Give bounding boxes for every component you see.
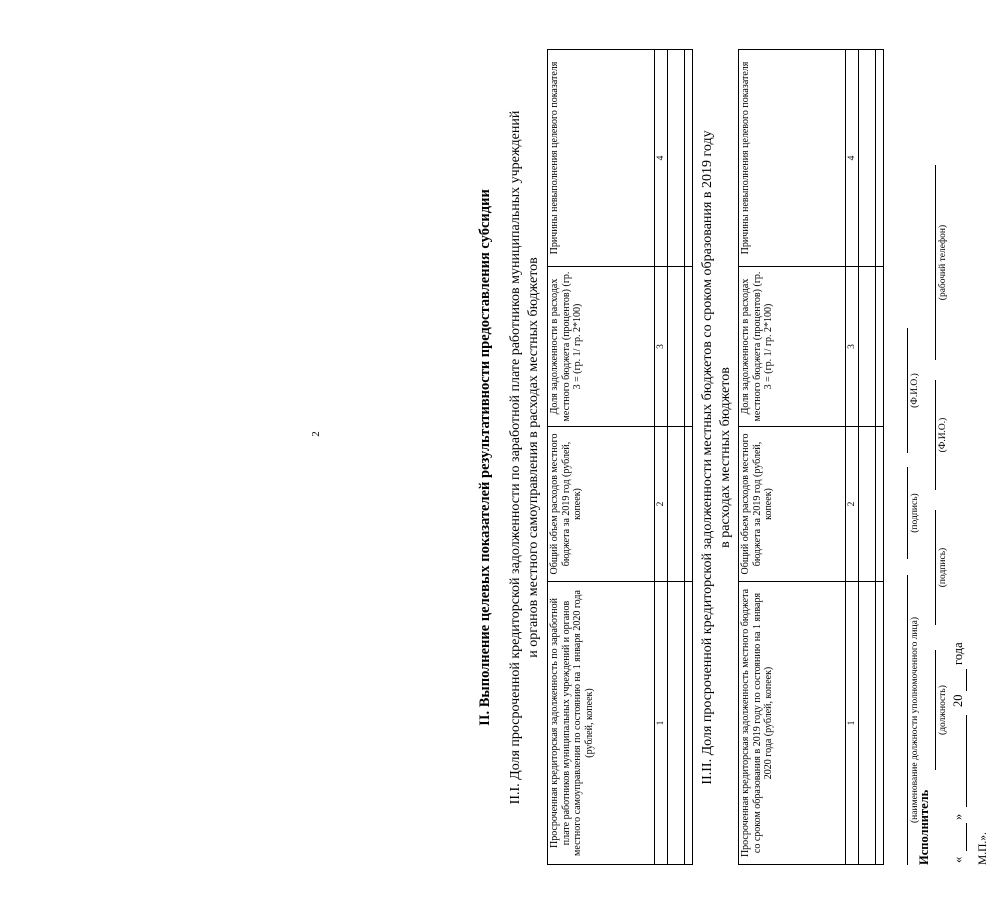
table2-cell[interactable]	[876, 582, 884, 865]
date-close-quote: »	[951, 813, 965, 820]
section-title: II. Выполнение целевых показателей результативности предоставления субсидии	[477, 189, 493, 726]
table2-colnum-2: 2	[846, 427, 859, 582]
table2-cell[interactable]	[876, 427, 884, 582]
executor-phone-caption: (рабочий телефон)	[938, 224, 948, 301]
table2-colnum-3: 3	[846, 267, 859, 427]
report-form	[477, 50, 997, 865]
table1-cell[interactable]	[668, 50, 685, 267]
table1-cell[interactable]	[685, 267, 693, 427]
executor-signature-line[interactable]	[935, 510, 936, 625]
authorized-position-caption: (наименование должности уполномоченного лица)	[910, 617, 920, 823]
stamp-label: М.П.».	[977, 832, 989, 865]
executor-name-line[interactable]	[935, 380, 936, 490]
date-year-word: года	[951, 642, 965, 665]
table2-cell[interactable]	[859, 582, 876, 865]
table2-cell[interactable]	[859, 427, 876, 582]
executor-phone-line[interactable]	[935, 165, 936, 360]
table2-colnum-1: 1	[846, 582, 859, 865]
executor-position-line[interactable]	[935, 650, 936, 770]
table2-header-4: Причины невыполнения целевого показателя	[739, 50, 846, 267]
table1-cell[interactable]	[668, 427, 685, 582]
page-number: 2	[309, 431, 322, 437]
table2-colnum-4: 4	[846, 50, 859, 267]
date-day-line[interactable]	[966, 823, 967, 851]
table1	[547, 49, 693, 865]
table1-cell[interactable]	[668, 582, 685, 865]
executor-label: Исполнитель	[917, 789, 931, 865]
table1-title-line1: II.I. Доля просроченной кредиторской задолженности по заработной плате работников муниципальных учреждений	[508, 110, 523, 805]
date-century: 20	[951, 694, 965, 707]
authorized-name-caption: (Ф.И.О.)	[910, 373, 920, 408]
date-year-line[interactable]	[966, 669, 967, 691]
table1-header-4: Причины невыполнения целевого показателя	[548, 50, 655, 267]
table2-cell[interactable]	[859, 267, 876, 427]
table2-header-2: Общий объем расходов местного бюджета за 2019 год (рублей, копеек)	[739, 427, 846, 582]
table1-header-2: Общий объем расходов местного бюджета за 2019 год (рублей, копеек)	[548, 427, 655, 582]
table2-title-line2: в расходах местных бюджетов	[718, 367, 733, 548]
date-open-quote: «	[951, 856, 965, 863]
table1-cell[interactable]	[685, 582, 693, 865]
table1-cell[interactable]	[685, 427, 693, 582]
table1-header-3: Доля задолженности в расходах местного бюджета (процентов) (гр. 3 = (гр. 1/ гр. 2*100)	[548, 267, 655, 427]
table1-colnum-4: 4	[655, 50, 668, 267]
table2-title-line1: II.II. Доля просроченной кредиторской задолженности местных бюджетов со сроком образования в 2019 году	[700, 130, 715, 785]
authorized-position-line[interactable]	[907, 575, 908, 865]
executor-name-caption: (Ф.И.О.)	[938, 417, 948, 453]
table2-cell[interactable]	[859, 50, 876, 267]
executor-position-caption: (должность)	[938, 685, 948, 735]
table1-header-1: Просроченная кредиторская задолженность по заработной плате работников муниципальных учреждений и органов местного самоуправления по состоянию на 1 января 2020 года (рублей, копеек)	[548, 582, 655, 865]
table1-colnum-1: 1	[655, 582, 668, 865]
table1-colnum-3: 3	[655, 267, 668, 427]
table1-cell[interactable]	[668, 267, 685, 427]
table2-cell[interactable]	[876, 267, 884, 427]
table1-title-line2: и органов местного самоуправления в расходах местных бюджетов	[526, 257, 541, 658]
table2-header-1: Просроченная кредиторская задолженность местного бюджета со сроком образования в 2019 году по состоянию на 1 января 2020 года (рублей, копеек)	[739, 582, 846, 865]
table2-cell[interactable]	[876, 50, 884, 267]
date-month-line[interactable]	[966, 715, 967, 807]
table2-header-3: Доля задолженности в расходах местного бюджета (процентов) (гр. 3 = (гр. 1/ гр. 2*100)	[739, 267, 846, 427]
table1-cell[interactable]	[685, 50, 693, 267]
authorized-name-line[interactable]	[907, 328, 908, 453]
table1-colnum-2: 2	[655, 427, 668, 582]
authorized-signature-caption: (подпись)	[910, 493, 920, 533]
executor-signature-caption: (подпись)	[938, 547, 948, 588]
table2	[738, 49, 884, 865]
authorized-signature-line[interactable]	[907, 467, 908, 559]
